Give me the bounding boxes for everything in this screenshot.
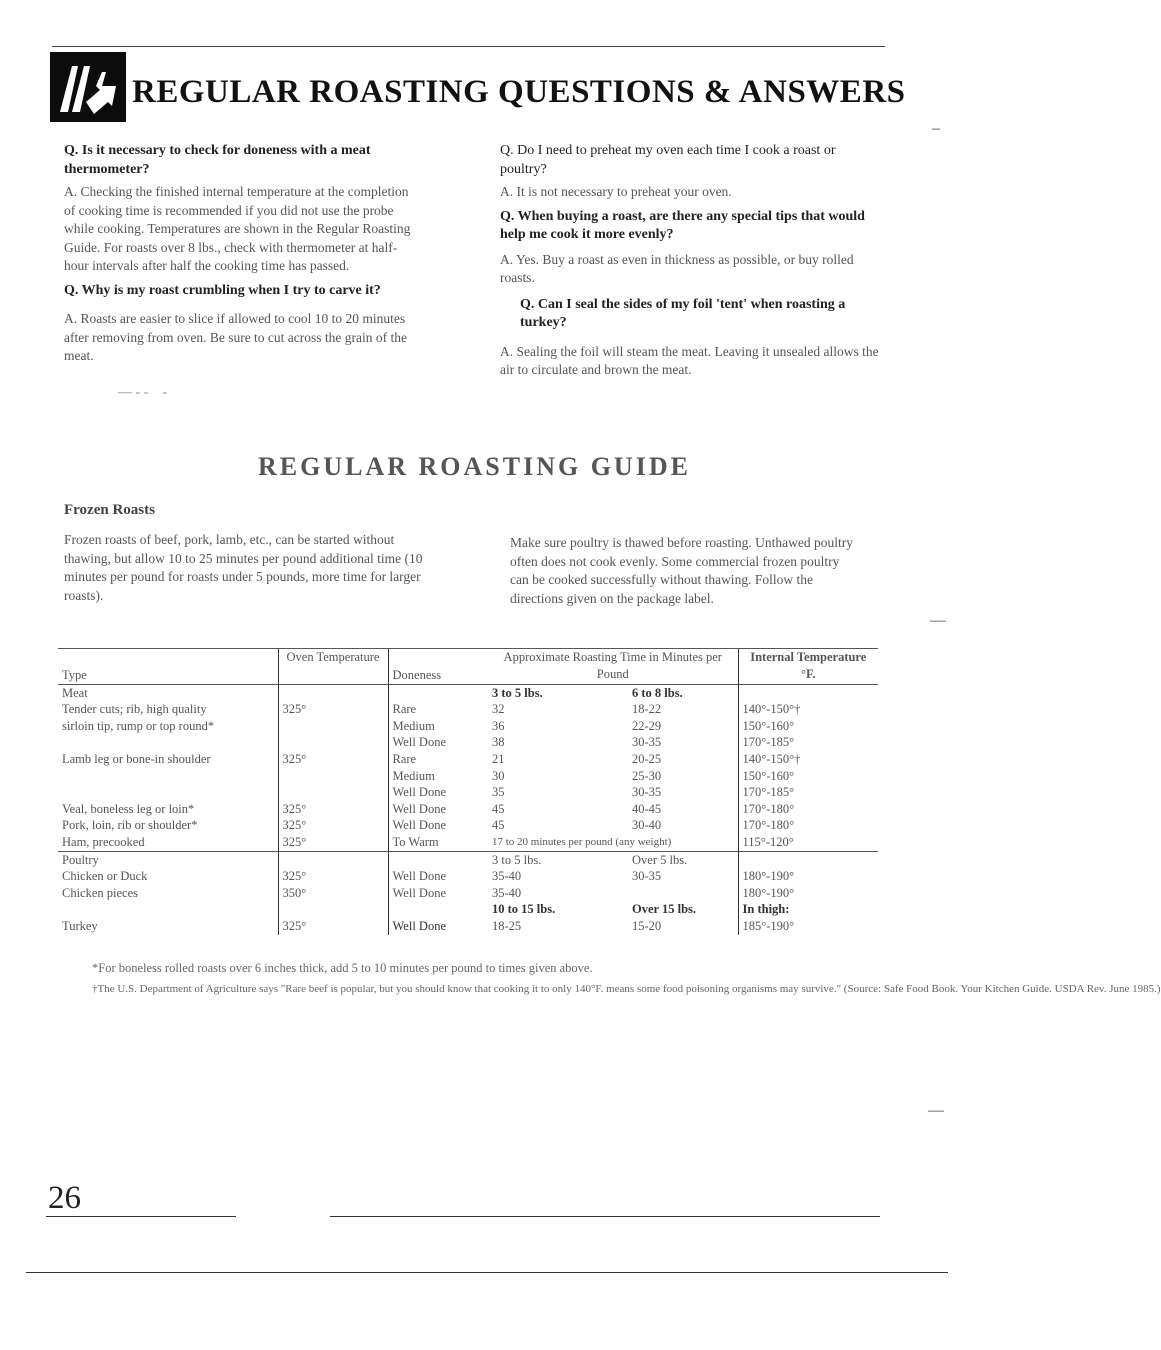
page-bottom-rule	[26, 1272, 948, 1273]
table-cell: 180°-190°	[738, 868, 878, 885]
table-cell	[278, 901, 388, 918]
table-cell: 180°-190°	[738, 885, 878, 902]
poultry-group-row	[58, 851, 878, 868]
table-cell: 150°-160°	[738, 718, 878, 735]
table-cell: 170°-180°	[738, 801, 878, 818]
table-cell: 35-40	[492, 869, 522, 884]
frozen-roasts-heading: Frozen Roasts	[64, 502, 155, 518]
group-label-meat: Meat	[58, 684, 278, 701]
frozen-roasts-section	[64, 502, 424, 605]
table-cell: 45	[492, 818, 505, 833]
table-cell: 170°-180°	[738, 817, 878, 834]
table-cell	[58, 784, 278, 801]
table-row	[58, 718, 878, 735]
table-cell: Veal, boneless leg or loin*	[62, 801, 195, 816]
table-cell: 30-35	[632, 785, 662, 800]
table-cell: 10 to 15 lbs.	[492, 902, 556, 917]
table-row	[58, 768, 878, 785]
answer-1: A. Checking the finished internal temperature at the completion of cooking time is recommended if you did not use the probe while cooking. Temperatures are shown in the Regular Roasting Guide. For roasts over 8 lbs., check with thermometer at half-hour intervals after half the cooking time has passed.	[64, 184, 411, 273]
table-row	[58, 734, 878, 751]
question-2: Q. Why is my roast crumbling when I try to carve it?	[64, 282, 381, 298]
table-cell: 21	[492, 751, 505, 766]
answer-2: A. Roasts are easier to slice if allowed to cool 10 to 20 minutes after removing from oven. Be sure to cut across the grain of the meat.	[64, 311, 408, 363]
roasting-logo-icon	[50, 52, 126, 122]
header-oven-temp: Oven Temperature	[278, 649, 388, 684]
qa-left-column	[64, 142, 414, 402]
table-cell: Tender cuts; rib, high quality	[62, 702, 207, 717]
roasting-guide-table	[58, 648, 878, 935]
table-cell: 185°-190°	[738, 918, 878, 935]
poultry-note: Make sure poultry is thawed before roasting. Unthawed poultry often does not cook evenly. Some commercial frozen poultry can be cooked successfully without thawing. Follow the directions given on the package label.	[510, 535, 854, 606]
table-cell: Chicken or Duck	[62, 869, 148, 884]
table-cell: sirloin tip, rump or top round*	[62, 718, 215, 733]
answer-4: A. Yes. Buy a roast as even in thickness as possible, or buy rolled roasts.	[500, 251, 854, 285]
meat-time-head-1: 3 to 5 lbs.	[488, 684, 628, 701]
table-cell: Lamb leg or bone-in shoulder	[62, 751, 211, 766]
table-cell: 325°	[278, 834, 388, 851]
table-cell: Well Done	[388, 817, 488, 834]
table-cell: 45	[492, 801, 505, 816]
meat-time-head-row	[58, 684, 878, 701]
table-cell	[278, 784, 388, 801]
table-cell	[278, 718, 388, 735]
margin-mark: –	[932, 120, 940, 137]
table-cell: 30	[492, 768, 505, 783]
table-cell	[278, 734, 388, 751]
table-row	[58, 834, 878, 851]
table-cell: 17 to 20 minutes per pound (any weight)	[492, 835, 672, 848]
question-3: Q. Do I need to preheat my oven each time I cook a roast or poultry?	[500, 143, 836, 177]
table-cell: 30-35	[632, 869, 662, 884]
group-label-poultry: Poultry	[58, 851, 278, 868]
separator-dashes: — - - -	[118, 384, 167, 400]
answer-5: A. Sealing the foil will steam the meat. Leaving it unsealed allows the air to circulate and brown the meat.	[500, 343, 879, 377]
table-cell: 18-25	[492, 918, 522, 933]
question-4: Q. When buying a roast, are there any special tips that would help me cook it more evenly?	[500, 208, 865, 242]
table-cell: Well Done	[388, 801, 488, 818]
table-cell: 30-40	[632, 818, 662, 833]
table-cell	[278, 851, 388, 868]
table-cell: 325°	[278, 918, 388, 935]
table-cell: 15-20	[632, 918, 662, 933]
table-cell: 38	[492, 735, 505, 750]
roasting-table	[58, 649, 878, 935]
table-row	[58, 901, 878, 918]
bottom-rule-right	[330, 1216, 880, 1217]
header-roasting-time: Approximate Roasting Time in Minutes per Pound	[503, 650, 722, 681]
table-cell: 325°	[278, 751, 388, 768]
table-cell: 18-22	[632, 702, 662, 717]
table-cell: 115°-120°	[738, 834, 878, 851]
table-row	[58, 784, 878, 801]
meat-rows	[58, 701, 878, 851]
margin-mark: —	[930, 612, 946, 629]
table-cell: 40-45	[632, 801, 662, 816]
table-cell	[628, 885, 738, 902]
table-cell: 325°	[278, 801, 388, 818]
table-cell: 35-40	[492, 885, 522, 900]
header-internal-temp: Internal Temperature °F.	[738, 649, 878, 684]
table-row	[58, 868, 878, 885]
table-cell: In thigh:	[738, 901, 878, 918]
table-cell: Pork, loin, rib or shoulder*	[62, 818, 198, 833]
table-row	[58, 918, 878, 935]
table-cell	[278, 768, 388, 785]
table-cell: To Warm	[388, 834, 488, 851]
table-row	[58, 701, 878, 718]
page-title: REGULAR ROASTING QUESTIONS & ANSWERS	[132, 74, 906, 110]
table-cell: Well Done	[388, 885, 488, 902]
table-cell: 22-29	[632, 718, 662, 733]
table-cell: 150°-160°	[738, 768, 878, 785]
table-cell: Medium	[388, 718, 488, 735]
table-cell: Medium	[388, 768, 488, 785]
poultry-rows	[58, 868, 878, 934]
header-type: Type	[62, 668, 87, 682]
frozen-roasts-text: Frozen roasts of beef, pork, lamb, etc., can be started without thawing, but allow 10 to 25 minutes per pound additional time (10 minutes per pound for roasts under 5 pounds, more time for larger roasts).	[64, 532, 423, 603]
qa-right-column	[500, 142, 880, 380]
table-cell: 36	[492, 718, 505, 733]
margin-mark: —	[928, 1102, 944, 1119]
page-number: 26	[48, 1180, 81, 1216]
footnote-2: †The U.S. Department of Agriculture says "Rare beef is popular, but you should know that cooking it to only 140°F. means some food poisoning organisms may survive." (Source: Safe Food Book. Your Kitchen Guide. USDA Rev. June 1985.)	[92, 983, 1161, 995]
table-row	[58, 885, 878, 902]
table-cell: 30-35	[632, 735, 662, 750]
table-cell: 32	[492, 702, 505, 717]
table-cell	[58, 768, 278, 785]
table-cell: 325°	[278, 817, 388, 834]
table-cell	[58, 734, 278, 751]
table-cell	[388, 684, 488, 701]
table-cell: 25-30	[632, 768, 662, 783]
bottom-rule-left	[46, 1216, 236, 1217]
table-cell: Rare	[388, 751, 488, 768]
footnote-1: *For boneless rolled roasts over 6 inches thick, add 5 to 10 minutes per pound to times given above.	[92, 961, 593, 975]
table-row	[58, 801, 878, 818]
table-cell: 3 to 5 lbs.	[488, 851, 628, 868]
table-cell	[388, 851, 488, 868]
table-cell: Well Done	[388, 784, 488, 801]
question-5: Q. Can I seal the sides of my foil 'tent' when roasting a turkey?	[520, 296, 846, 330]
table-cell: Over 5 lbs.	[628, 851, 738, 868]
table-cell	[738, 684, 878, 701]
header-doneness: Doneness	[388, 649, 488, 684]
table-cell: Rare	[388, 701, 488, 718]
table-cell: Well Done	[388, 868, 488, 885]
table-cell: Well Done	[388, 734, 488, 751]
table-cell: Ham, precooked	[62, 834, 145, 849]
table-cell: 325°	[278, 868, 388, 885]
footnotes	[92, 960, 1161, 998]
table-cell	[738, 851, 878, 868]
table-cell: Over 15 lbs.	[632, 902, 697, 917]
table-cell: Well Done	[388, 918, 488, 935]
answer-3: A. It is not necessary to preheat your oven.	[500, 184, 732, 199]
table-cell: 350°	[278, 885, 388, 902]
table-cell	[278, 684, 388, 701]
table-row	[58, 817, 878, 834]
header-rule	[52, 46, 885, 47]
table-row	[58, 751, 878, 768]
table-header-row	[58, 649, 878, 684]
question-1: Q. Is it necessary to check for doneness with a meat thermometer?	[64, 143, 371, 177]
table-cell: 325°	[278, 701, 388, 718]
table-cell: 170°-185°	[738, 734, 878, 751]
table-cell: 140°-150°†	[738, 751, 878, 768]
table-cell: 170°-185°	[738, 784, 878, 801]
table-cell: Turkey	[62, 918, 98, 933]
guide-title: REGULAR ROASTING GUIDE	[258, 452, 691, 481]
table-cell: 20-25	[632, 751, 662, 766]
table-cell	[388, 901, 488, 918]
table-cell: Chicken pieces	[62, 885, 139, 900]
meat-time-head-2: 6 to 8 lbs.	[628, 684, 738, 701]
table-cell: 35	[492, 785, 505, 800]
table-cell: 140°-150°†	[738, 701, 878, 718]
table-cell	[58, 901, 278, 918]
